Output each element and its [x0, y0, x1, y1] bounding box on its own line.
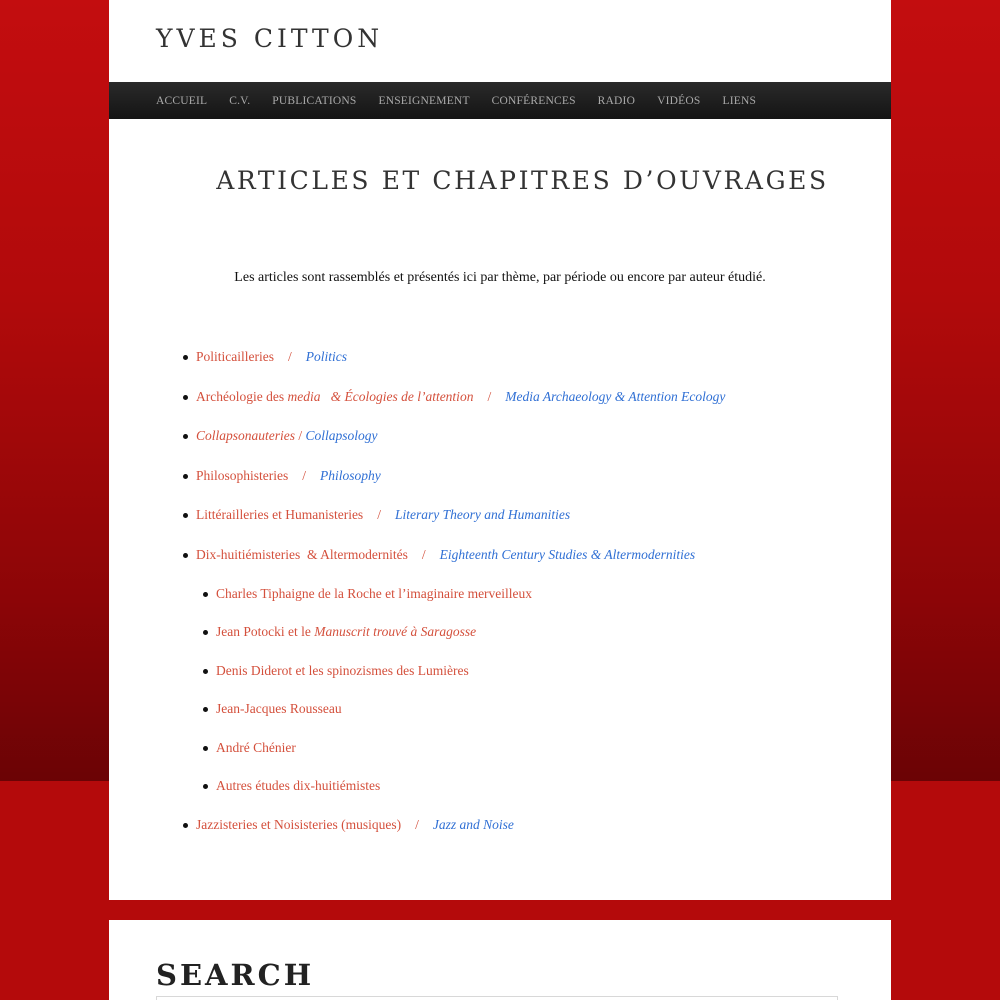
nav-item-accueil[interactable]: ACCUEIL — [156, 94, 208, 107]
sublist-item-potocki — [216, 619, 725, 658]
link-text: Jean Potocki et le — [216, 624, 315, 639]
nav-item-liens[interactable]: LIENS — [722, 94, 757, 107]
intro-text: Les articles sont rassemblés et présentés ici par thème, par période ou encore par auteur étudié. — [234, 270, 766, 285]
page-title: ARTICLES ET CHAPITRES D’OUVRAGES — [216, 166, 829, 195]
list-item-philosophy — [196, 463, 725, 503]
link-philosophy[interactable]: Philosophy — [320, 467, 381, 483]
link-litterailleries[interactable]: Littérailleries et Humanisteries — [196, 507, 364, 522]
link-rousseau[interactable]: Jean-Jacques Rousseau — [216, 701, 342, 716]
list-item-eighteenth — [196, 542, 725, 812]
link-media-archaeology[interactable]: Media Archaeology & Attention Ecology — [505, 388, 726, 404]
link-diderot[interactable]: Denis Diderot et les spinozismes des Lumières — [216, 662, 469, 678]
sublist-item-rousseau — [216, 696, 725, 735]
main-nav — [109, 82, 891, 119]
nav-item-enseignement[interactable]: ENSEIGNEMENT — [378, 94, 470, 107]
search-widget — [109, 920, 891, 1000]
list-item-literature — [196, 502, 725, 542]
separator: / — [287, 349, 292, 364]
nav-item-radio[interactable]: RADIO — [597, 94, 636, 107]
link-literary-theory[interactable]: Literary Theory and Humanities — [394, 507, 571, 522]
link-potocki[interactable] — [216, 624, 476, 639]
page-container — [109, 0, 891, 900]
link-collapsology[interactable]: Collapsology — [305, 428, 378, 443]
link-text-italic: & Écologies de l’attention — [330, 388, 474, 404]
articles-list — [196, 344, 725, 851]
sublist-item-chenier — [216, 735, 725, 774]
link-tiphaigne[interactable]: Charles Tiphaigne de la Roche et l’imaginaire merveilleux — [216, 585, 533, 601]
sublist-item-diderot — [216, 658, 725, 697]
list-item-row — [196, 542, 725, 581]
link-autres-etudes[interactable]: Autres études dix-huitiémistes — [216, 778, 381, 793]
nav-item-publications[interactable]: PUBLICATIONS — [272, 94, 357, 107]
list-item-politics — [196, 344, 725, 384]
sublist-item-autres — [216, 773, 725, 812]
list-item-collapse — [196, 423, 725, 463]
nav-item-cv[interactable]: C.V. — [229, 94, 251, 107]
link-politics[interactable]: Politics — [305, 349, 347, 364]
separator: / — [302, 467, 307, 483]
link-archeologie-des-media[interactable] — [196, 389, 473, 404]
search-input[interactable] — [156, 996, 838, 1000]
link-text-italic: Manuscrit trouvé à Saragosse — [314, 624, 477, 639]
link-jazzisteries[interactable]: Jazzisteries et Noisisteries (musiques) — [196, 816, 402, 832]
link-text: Archéologie des — [196, 388, 288, 404]
link-eighteenth-century[interactable]: Eighteenth Century Studies & Altermodernities — [439, 546, 696, 562]
link-chenier[interactable]: André Chénier — [216, 739, 296, 755]
link-text-italic: media — [287, 388, 321, 404]
nav-item-conferences[interactable]: CONFÉRENCES — [491, 94, 576, 107]
link-politicailleries[interactable]: Politicailleries — [196, 349, 274, 364]
site-title[interactable]: YVES CITTON — [156, 24, 384, 53]
separator: / — [377, 507, 381, 522]
sublist — [196, 581, 725, 812]
link-dix-huitiemisteries[interactable]: Dix-huitiémisteries & Altermodernités — [196, 546, 408, 562]
link-philosophisteries[interactable]: Philosophisteries — [196, 467, 289, 483]
list-item-media — [196, 384, 725, 424]
separator: / — [298, 428, 303, 443]
list-item-jazz — [196, 812, 725, 852]
nav-item-videos[interactable]: VIDÉOS — [657, 94, 701, 107]
separator: / — [415, 816, 419, 832]
link-jazz-and-noise[interactable]: Jazz and Noise — [432, 816, 514, 832]
link-collapsonauteries[interactable]: Collapsonauteries — [196, 428, 296, 443]
separator: / — [487, 388, 492, 404]
separator: / — [421, 546, 426, 562]
sublist-item-tiphaigne — [216, 581, 725, 620]
search-title: SEARCH — [156, 958, 315, 992]
